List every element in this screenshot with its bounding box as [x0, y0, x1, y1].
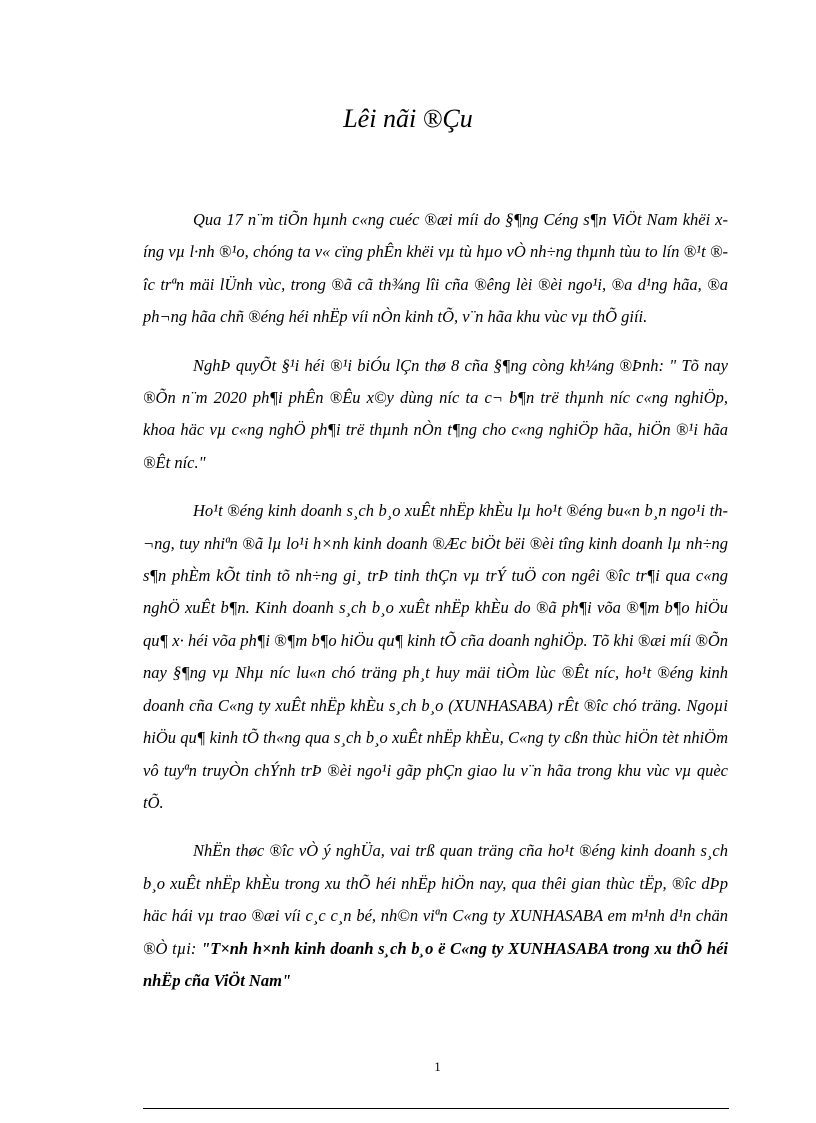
footer-divider	[143, 1108, 729, 1109]
page-title: Lêi nãi ®Çu	[343, 104, 473, 133]
paragraph-resolution: NghÞ quyÕt §¹i héi ®¹i biÓu lÇn thø 8 cña §¶ng còng kh¼ng ®Þnh: " Tõ nay ®Õn n¨m 2020 ph¶i phÊn ®Êu x©y dùng níc ta c¬ b¶n trë thµnh níc c«ng nghiÖp, khoa häc vµ c«ng nghÖ ph¶i trë thµnh nÒn t¶ng cho c«ng nghiÖp hãa, hiÖn ®¹i hãa ®Êt níc."	[143, 355, 728, 472]
paragraph-topic	[143, 835, 728, 997]
topic-lead-in: NhËn thøc ®îc vÒ ý nghÜa, vai trß quan träng cña ho¹t ®éng kinh doanh s¸ch b¸o xuÊt nhËp khÈu trong xu thÕ héi nhËp hiÖn nay, qua thêi gian thùc tËp, ®îc dÞp häc hái vµ trao ®æi víi c¸c c¸n bé, nh©n viªn C«ng ty XUNHASABA em m¹nh d¹n chän ®Ò tµi:	[143, 841, 728, 958]
page-number: 1	[434, 1059, 441, 1074]
thesis-topic: "T×nh h×nh kinh doanh s¸ch b¸o ë C«ng ty XUNHASABA trong xu thÕ héi nhËp cña ViÖt Nam"	[143, 938, 728, 990]
paragraph-intro: Qua 17 n¨m tiÕn hµnh c«ng cuéc ®æi míi do §¶ng Céng s¶n ViÖt Nam khëi xíng vµ l·nh ®¹o, chóng ta v« cïng phÊn khëi vµ tù hµo vÒ nh÷ng thµnh tùu to lín ®¹t ®îc trªn mäi lÜnh vùc, trong ®ã cã th¾ng lîi cña ®êng lèi ®èi ngo¹i, ®a d¹ng hãa, ®a ph¬ng hãa chñ ®éng héi nhËp víi nÒn kinh tÕ, v¨n hãa khu vùc vµ thÕ giíi.	[143, 210, 728, 327]
body-text	[143, 204, 728, 997]
paragraph-business: Ho¹t ®éng kinh doanh s¸ch b¸o xuÊt nhËp khÈu lµ ho¹t ®éng bu«n b¸n ngo¹i th¬ng, tuy nhiªn ®ã lµ lo¹i h×nh kinh doanh ®Æc biÖt bëi ®èi tîng kinh doanh lµ nh÷ng s¶n phÈm kÕt tinh tõ nh÷ng gi¸ trÞ tinh thÇn vµ trÝ tuÖ con ngêi ®îc tr¶i qua c«ng nghÖ xuÊt b¶n. Kinh doanh s¸ch b¸o xuÊt nhËp khÈu do ®ã ph¶i võa ®¶m b¶o hiÖu qu¶ x· héi võa ph¶i ®¶m b¶o hiÖu qu¶ kinh tÕ cña doanh nghiÖp. Tõ khi ®æi míi ®Õn nay §¶ng vµ Nhµ níc lu«n chó träng ph¸t huy mäi tiÒm lùc ®Êt níc, ho¹t ®éng kinh doanh cña C«ng ty xuÊt nhËp khÈu s¸ch b¸o (XUNHASABA) rÊt ®îc chó träng. Ngoµi hiÖu qu¶ kinh tÕ th«ng qua s¸ch b¸o xuÊt nhËp khÈu, C«ng ty cßn thùc hiÖn tèt nhiÖm vô tuyªn truyÒn chÝnh trÞ ®èi ngo¹i gãp phÇn giao lu v¨n hãa trong khu vùc vµ quèc tÕ.	[143, 501, 728, 812]
